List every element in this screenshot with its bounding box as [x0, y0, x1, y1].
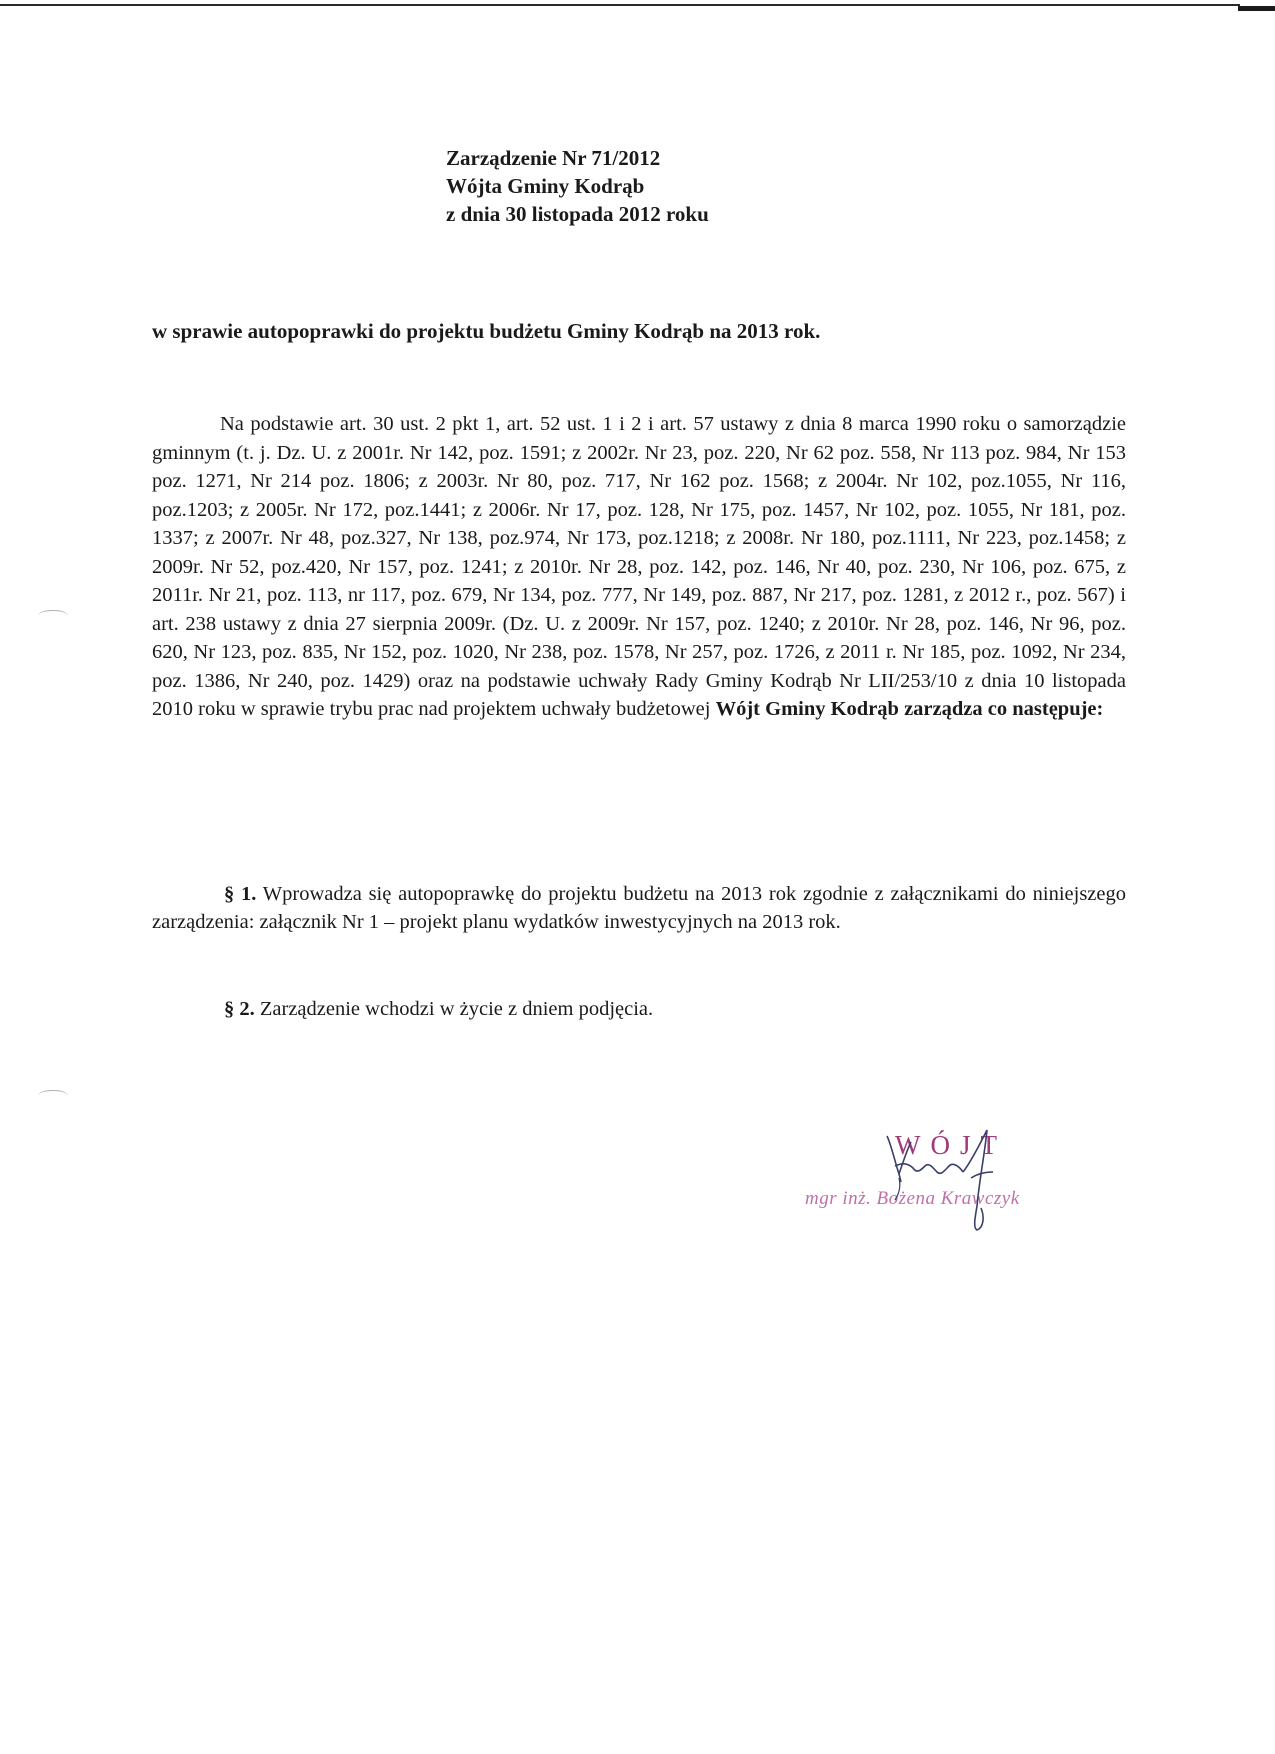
stamp-title: WÓJT: [895, 1130, 1007, 1160]
document-header: [446, 144, 709, 228]
paragraph-1: [152, 880, 1126, 936]
legal-basis-text: Na podstawie art. 30 ust. 2 pkt 1, art. 52 ust. 1 i 2 i art. 57 ustawy z dnia 8 marca 1990 roku o samorządzie gminnym (t. j. Dz. U. z 2001r. Nr 142, poz. 1591; z 2002r. Nr 23, poz. 220, Nr 62 poz. 558, Nr 113 poz. 984, Nr 153 poz. 1271, Nr 214 poz. 1806; z 2003r. Nr 80, poz. 717, Nr 162 poz. 1568; z 2004r. Nr 102, poz.1055, Nr 116, poz.1203; z 2005r. Nr 172, poz.1441; z 2006r. Nr 17, poz. 128, Nr 175, poz. 1457, Nr 102, poz. 1055, Nr 181, poz. 1337; z 2007r. Nr 48, poz.327, Nr 138, poz.974, Nr 173, poz.1218; z 2008r. Nr 180, poz.1111, Nr 223, poz.1458; z 2009r. Nr 52, poz.420, Nr 157, poz. 1241; z 2010r. Nr 28, poz. 142, poz. 146, Nr 40, poz. 230, Nr 106, poz. 675, z 2011r. Nr 21, poz. 113, nr 117, poz. 679, Nr 134, poz. 777, Nr 149, poz. 887, Nr 217, poz. 1281, z 2012 r., poz. 567) i art. 238 ustawy z dnia 27 sierpnia 2009r. (Dz. U. z 2009r. Nr 157, poz. 1240; z 2010r. Nr 28, poz. 146, Nr 96, poz. 620, Nr 123, poz. 835, Nr 152, poz. 1020, Nr 238, poz. 1578, Nr 257, poz. 1726, z 2011 r. Nr 185, poz. 1092, Nr 234, poz. 1386, Nr 240, poz. 1429) oraz na podstawie uchwały Rady Gminy Kodrąb Nr LII/253/10 z dnia 10 listopada 2010 roku w sprawie trybu prac nad projektem uchwały budżetowej: [152, 413, 1126, 720]
legal-basis-decision: Wójt Gminy Kodrąb zarządza co następuje:: [715, 698, 1104, 720]
issuer: Wójta Gminy Kodrąb: [446, 174, 645, 198]
paragraph-1-mark: § 1.: [224, 883, 257, 905]
document-date: z dnia 30 listopada 2012 roku: [446, 202, 709, 226]
scan-artifact: [38, 610, 68, 621]
official-stamp: [795, 1122, 1095, 1242]
scan-artifact: [38, 1090, 68, 1101]
paragraph-1-text: Wprowadza się autopoprawkę do projektu budżetu na 2013 rok zgodnie z załącznikami do niniejszego zarządzenia: załącznik Nr 1 – projekt planu wydatków inwestycyjnych na 2013 rok.: [152, 883, 1126, 933]
document-subject: w sprawie autopoprawki do projektu budżetu Gminy Kodrąb na 2013 rok.: [152, 319, 821, 343]
paragraph-2-text: Zarządzenie wchodzi w życie z dniem podjęcia.: [254, 998, 654, 1020]
document-number: Zarządzenie Nr 71/2012: [446, 146, 661, 170]
handwritten-signature: [795, 1122, 1095, 1242]
scan-edge-mark: [1238, 6, 1275, 11]
legal-basis-paragraph: [152, 410, 1126, 724]
scan-edge-line: [0, 4, 1240, 6]
paragraph-2-mark: § 2.: [224, 998, 255, 1020]
stamp-name: mgr inż. Bożena Krawczyk: [805, 1188, 1020, 1209]
paragraph-2: [224, 998, 653, 1021]
